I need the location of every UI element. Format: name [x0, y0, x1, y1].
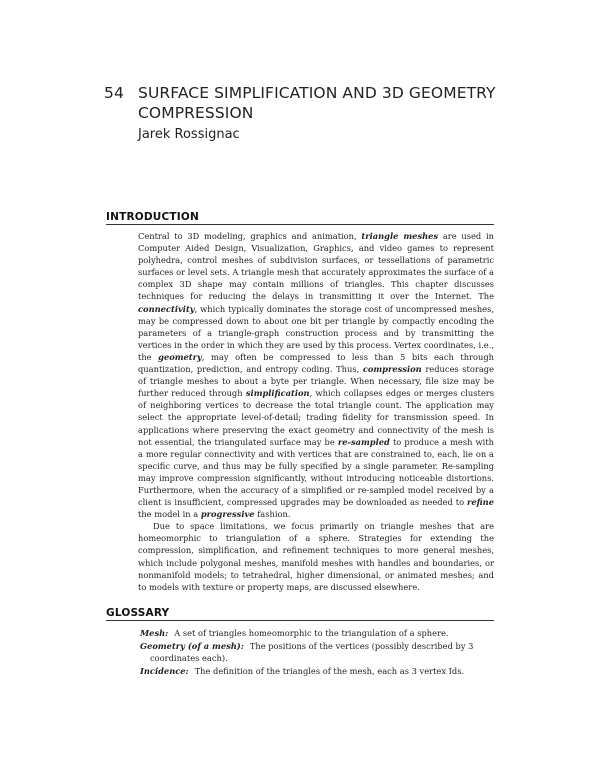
term-refine: refine [467, 497, 494, 508]
glossary-term: Mesh: [140, 628, 169, 638]
introduction-paragraph-2: Due to space limitations, we focus primarily on triangle meshes that are homeomorphic to triangulation of a sphere. Strategies for extending the compression, simplification, and refinement techniques to more general meshes, which include polygonal meshes, manifold meshes with handles and boundaries, or nonmanifold models; to tetrahedral, higher dimensional, or animated meshes; and to models with texture or property maps, are discussed elsewhere. [138, 521, 494, 592]
introduction-paragraph-1: Central to 3D modeling, graphics and animation, triangle meshes are used in Computer Aided Design, Visualization, Graphics, and video games to represent polyhedra, control meshes of subdivision surfaces, or tessellations of parametric surfaces or level sets. A triangle mesh that accurately approximates the surface of a complex 3D shape may contain millions of triangles. This chapter discusses techniques for reducing the delays in transmitting it over the Internet. The connectivity, which typically dominates the storage cost of uncompressed meshes, may be compressed down to about one bit per triangle by compactly encoding the parameters of a triangle-graph construction process and by transmitting the vertices in the order in which they are used by this process. Vertex coordinates, i.e., the geometry, may often be compressed to less than 5 bits each through quantization, prediction, and entropy coding. Thus, compression reduces storage of triangle meshes to about a byte per triangle. When necessary, file size may be further reduced through simplification, which collapses edges or merges clusters of neighboring vertices to decrease the total triangle count. The application may select the appropriate level-of-detail; trading fidelity for transmission speed. In applications where preserving the exact geometry and connectivity of the mesh is not essential, the triangulated surface may be re-sampled to produce a mesh with a more regular connectivity and with vertices that are constrained to, each, lie on a specific curve, and thus may be fully specified by a single parameter. Re-sampling may improve compression significantly, without introducing noticeable distortions. Furthermore, when the accuracy of a simplified or re-sampled model received by a client is insufficient, compressed upgrades may be downloaded as needed to refine the model in a progressive fashion. [138, 231, 494, 520]
glossary-list [140, 627, 496, 678]
glossary-heading: GLOSSARY [106, 607, 170, 619]
glossary-definition: The positions of the vertices (possibly described by 3 coordinates each). [150, 641, 474, 664]
term-simplification: simplification [245, 388, 310, 399]
glossary-entry [140, 640, 496, 664]
term-geometry: geometry [158, 351, 202, 362]
term-connectivity: connectivity [138, 303, 195, 314]
glossary-definition: The definition of the triangles of the mesh, each as 3 vertex Ids. [194, 666, 465, 677]
glossary-rule [106, 620, 494, 621]
introduction-rule [106, 224, 494, 225]
glossary-term: Geometry (of a mesh): [140, 641, 244, 652]
glossary-entry [140, 627, 496, 639]
term-progressive: progressive [200, 509, 255, 520]
term-triangle-meshes: triangle meshes [361, 231, 439, 241]
term-compression: compression [362, 364, 422, 375]
chapter-number: 54 [104, 84, 124, 102]
introduction-heading: INTRODUCTION [106, 211, 199, 223]
introduction-body [138, 230, 494, 593]
glossary-term: Incidence: [140, 666, 189, 677]
chapter-title: SURFACE SIMPLIFICATION AND 3D GEOMETRY COMPRESSION [138, 84, 496, 122]
author-name: Jarek Rossignac [138, 127, 240, 142]
glossary-definition: A set of triangles homeomorphic to the triangulation of a sphere. [174, 628, 449, 638]
term-re-sampled: re-sampled [337, 436, 390, 447]
glossary-entry [140, 665, 496, 677]
